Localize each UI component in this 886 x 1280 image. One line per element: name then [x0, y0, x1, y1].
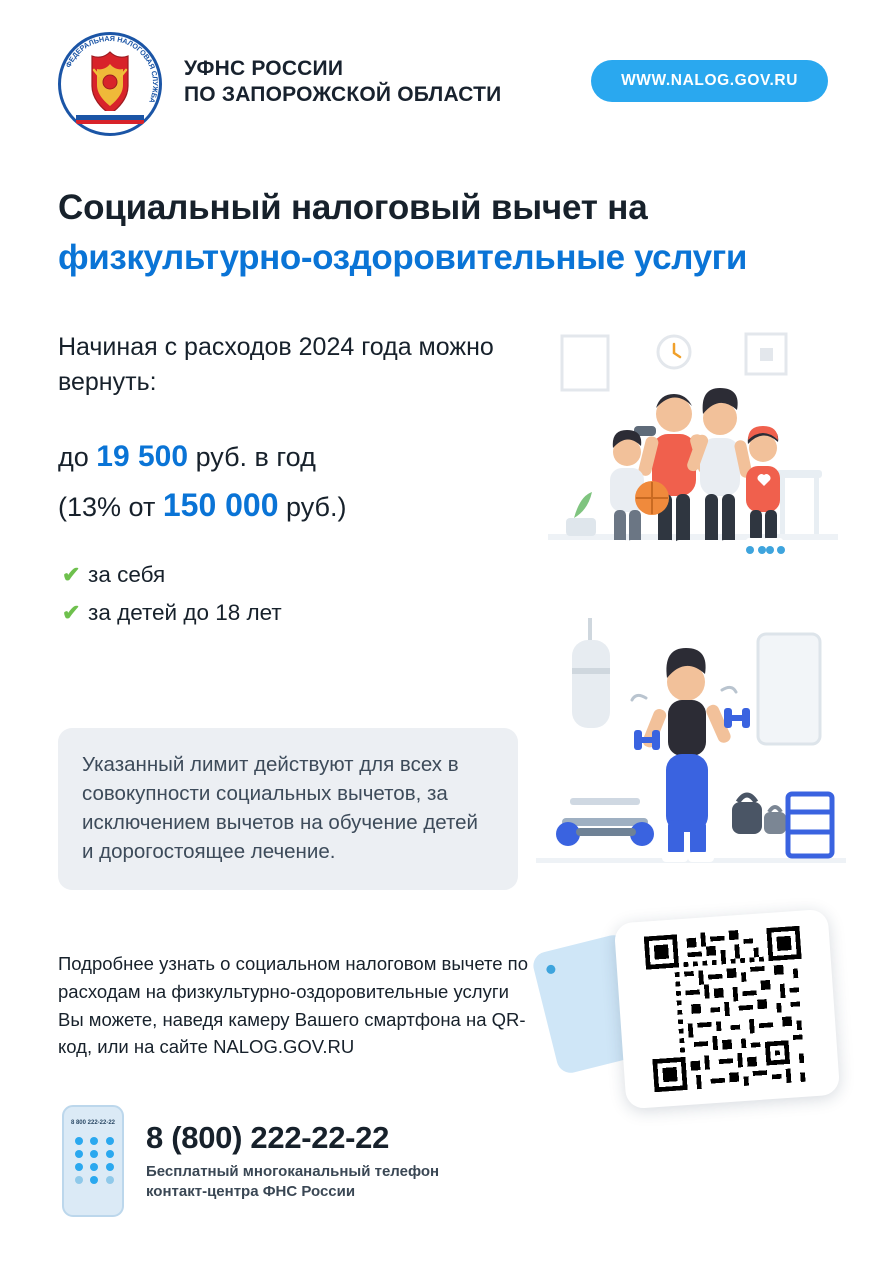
contact-caption-line-1: Бесплатный многоканальный телефон [146, 1163, 440, 1181]
svg-text:ФЕДЕРАЛЬНАЯ НАЛОГОВАЯ СЛУЖБА: ФЕДЕРАЛЬНАЯ НАЛОГОВАЯ СЛУЖБА [63, 33, 161, 105]
list-item [62, 600, 482, 626]
family-sport-illustration [548, 322, 838, 572]
intro-text: Начиная с расходов 2024 года можно вернуть: [58, 333, 494, 396]
amount-row-year [58, 440, 316, 474]
telephone-icon [62, 1105, 124, 1217]
page-title-line-2: физкультурно-оздоровительные услуги [58, 237, 747, 277]
qr-code-image[interactable] [644, 926, 811, 1093]
phone-keypad-icon [75, 1137, 115, 1184]
header [58, 33, 828, 122]
details-paragraph: Подробнее узнать о социальном налоговом вычете по расходам на физкультурно-оздоровительные услуги Вы можете, наведя камеру Вашего смартфона на QR-код, или на сайте NALOG.GOV.RU [58, 953, 528, 1058]
amount-row-base-value: 150 000 [162, 487, 279, 523]
fns-emblem-icon [58, 32, 162, 136]
woman-dumbbells-gym-illustration [536, 612, 846, 892]
amount-row-base-prefix: (13% от [58, 492, 156, 522]
organization-line-1: УФНС РОССИИ [184, 56, 344, 80]
list-item-label: за себя [88, 562, 166, 587]
qr-code-card[interactable] [614, 909, 840, 1109]
contact-block [62, 1105, 662, 1217]
organization-line-2: ПО ЗАПОРОЖСКОЙ ОБЛАСТИ [184, 83, 502, 106]
page-title-line-1: Социальный налоговый вычет на [58, 188, 648, 227]
list-item [62, 562, 482, 588]
list-item-label: за детей до 18 лет [88, 600, 282, 625]
contact-caption [146, 1162, 439, 1202]
contact-phone-number[interactable]: 8 (800) 222-22-22 [146, 1120, 390, 1156]
contact-caption-line-2: контакт-центра ФНС России [146, 1183, 356, 1200]
amount-row-year-suffix: руб. в год [195, 442, 316, 472]
contact-text [146, 1120, 439, 1202]
limit-note-box: Указанный лимит действуют для всех в совокупности социальных вычетов, за исключением вычетов на обучение детей и дорогостоящее лечение. [58, 728, 518, 890]
website-button[interactable]: WWW.NALOG.GOV.RU [591, 60, 828, 102]
flag-stripes-icon [76, 111, 144, 124]
camera-lens-icon [545, 964, 556, 975]
amount-row-year-prefix: до [58, 442, 89, 472]
check-icon: ✔ [62, 562, 81, 587]
check-icon: ✔ [62, 600, 81, 625]
phone-screen-label: 8 800 222-22-22 [70, 1120, 116, 1126]
amount-row-base-suffix: руб.) [286, 492, 347, 522]
eligibility-list [62, 562, 482, 638]
organization-title [184, 56, 501, 109]
page-title [58, 186, 848, 280]
amount-row-base [58, 487, 347, 524]
amount-row-year-value: 19 500 [96, 440, 189, 473]
